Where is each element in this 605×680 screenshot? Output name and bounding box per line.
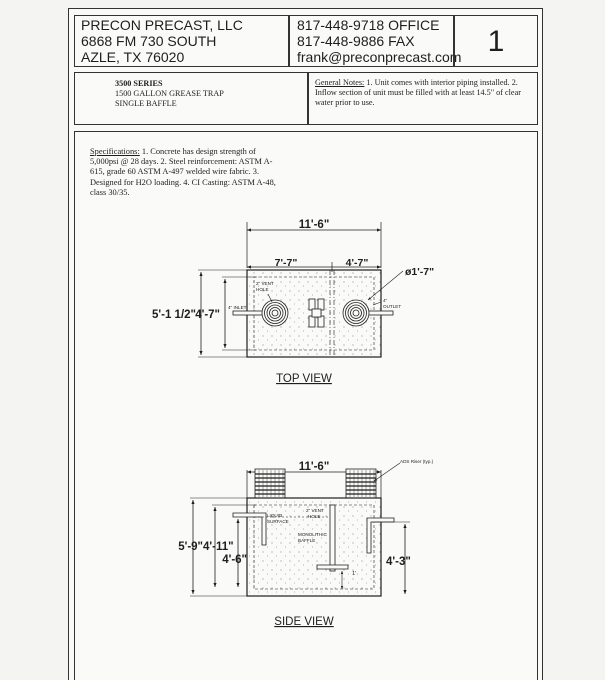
- top-inner-width: 4'-7": [195, 309, 220, 321]
- side-outlet-height: 4'-3": [386, 556, 411, 568]
- side-baffle-label-1: MONOLITHIC: [298, 532, 327, 537]
- general-notes-text: 1. Unit comes with interior piping installed. 2. Inflow section of unit must be filled with at least 14.5" of clear water prior to use.: [315, 78, 521, 107]
- top-outlet-label-1: 4": [383, 298, 388, 303]
- top-outer-width: 5'-1 1/2": [152, 309, 196, 321]
- side-baffle-crossover-pipe: [317, 565, 348, 569]
- general-notes-label: General Notes:: [315, 78, 365, 87]
- specifications-text: 1. Concrete has design strength of 5,000psi @ 28 days. 2. Steel reinforcement: ASTM A-615, grade 60 ASTM A-497 welded wire fabric. 3. Designed for H2O loading. 4. CI Casting: ASTM A-48, class 30/35.: [90, 147, 276, 197]
- side-liquid-label-2: SURFACE: [267, 519, 289, 524]
- product-description: 1500 GALLON GREASE TRAP: [115, 89, 224, 98]
- product-baffle: SINGLE BAFFLE: [115, 99, 177, 108]
- side-vent-label-2: HOLE: [308, 514, 321, 519]
- side-view: [190, 463, 410, 596]
- side-inner-height: 4'-11": [203, 541, 234, 553]
- top-overall-length: 11'-6": [298, 219, 330, 231]
- side-outlet-riser: [346, 469, 376, 498]
- side-inlet-height: 4'-6": [222, 554, 247, 566]
- side-baffle-label-2: BAFFLE: [298, 538, 316, 543]
- top-inlet-label: 4" INLET: [228, 305, 247, 310]
- top-inlet-compartment-length: 7'-7": [274, 257, 298, 269]
- company-name: PRECON PRECAST, LLC: [81, 17, 243, 33]
- side-inlet-riser: [255, 469, 285, 498]
- top-outlet-compartment-length: 4'-7": [345, 257, 369, 269]
- sheet-number: 1: [487, 25, 505, 58]
- office-phone: 817-448-9718 OFFICE: [297, 17, 440, 33]
- side-overall-height: 5'-9": [178, 541, 203, 553]
- top-inlet-manhole: [262, 300, 288, 326]
- top-outlet-manhole: [343, 300, 369, 326]
- side-overall-length: 11'-6": [298, 461, 330, 473]
- side-vent-label-1: 2" VENT: [306, 508, 324, 513]
- side-monolithic-baffle: [330, 505, 335, 571]
- side-liquid-label-1: LIQUID: [267, 513, 283, 518]
- top-view-title: TOP VIEW: [276, 373, 332, 385]
- top-view: [198, 222, 403, 357]
- fax-number: 817-448-9886 FAX: [297, 33, 415, 49]
- contact-email: frank@preconprecast.com: [297, 49, 462, 65]
- top-manhole-diameter: ø1'-7": [405, 266, 435, 278]
- specifications-label: Specifications:: [90, 147, 140, 156]
- product-series: 3500 SERIES: [115, 79, 163, 88]
- side-riser-label: ADS Riser (typ.): [400, 459, 434, 464]
- side-baffle-opening: 1': [352, 571, 357, 577]
- top-outlet-label-2: OUTLET: [383, 304, 402, 309]
- company-address-line1: 6868 FM 730 SOUTH: [81, 33, 217, 49]
- company-address-line2: AZLE, TX 76020: [81, 49, 185, 65]
- top-vent-label-1: 2" VENT: [256, 281, 274, 286]
- top-vent-label-2: HOLE: [256, 287, 269, 292]
- side-view-title: SIDE VIEW: [274, 616, 334, 628]
